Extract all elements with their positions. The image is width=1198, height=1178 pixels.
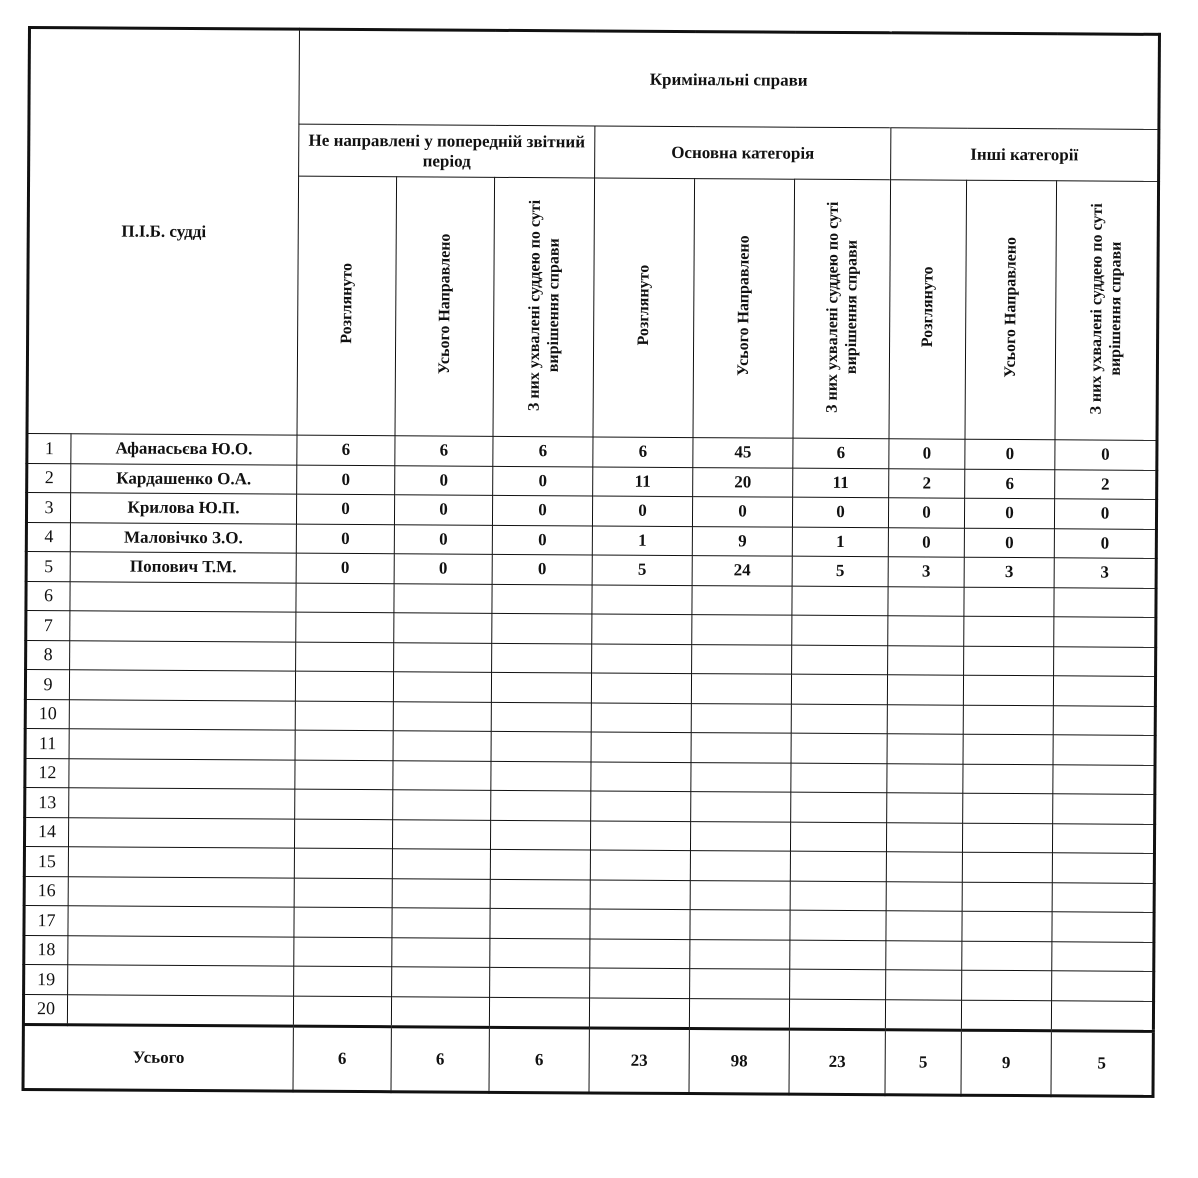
value-cell xyxy=(490,938,590,968)
value-cell xyxy=(886,881,962,911)
value-cell: 5 xyxy=(592,555,692,585)
value-cell xyxy=(962,970,1052,1000)
subcolumn-label: З них ухвалені суддею по суті вирішення справи xyxy=(525,198,563,411)
value-cell xyxy=(491,672,591,702)
subcolumn-header xyxy=(593,178,695,438)
criminal-cases-table xyxy=(21,26,1161,1098)
value-cell: 24 xyxy=(692,556,792,586)
judge-name xyxy=(67,994,293,1026)
value-cell xyxy=(691,674,791,704)
value-cell xyxy=(962,941,1052,971)
value-cell xyxy=(591,761,691,791)
value-cell xyxy=(963,764,1053,794)
value-cell xyxy=(963,793,1053,823)
value-cell: 0 xyxy=(493,466,593,496)
value-cell xyxy=(887,793,963,823)
value-cell xyxy=(961,1000,1051,1031)
value-cell xyxy=(591,673,691,703)
value-cell: 0 xyxy=(394,495,492,525)
judge-name: Кардашенко О.А. xyxy=(71,463,297,494)
judge-name: Маловічко З.О. xyxy=(70,522,296,553)
judge-name: Крилова Ю.П. xyxy=(70,493,296,524)
value-cell xyxy=(690,969,790,999)
value-cell xyxy=(589,997,689,1028)
value-cell: 0 xyxy=(296,524,394,554)
group-main-category: Основна категорія xyxy=(595,126,891,180)
value-cell: 1 xyxy=(592,525,692,555)
value-cell xyxy=(590,968,690,998)
subcolumn-header xyxy=(965,180,1057,440)
value-cell: 6 xyxy=(793,438,889,468)
value-cell xyxy=(789,999,885,1030)
judge-name xyxy=(69,729,295,760)
row-number: 12 xyxy=(25,758,69,788)
row-number: 2 xyxy=(27,463,71,493)
value-cell xyxy=(963,705,1053,735)
subcolumn-label: Усього Направлено xyxy=(734,235,753,377)
total-value: 6 xyxy=(489,1027,589,1093)
judge-name: Попович Т.М. xyxy=(70,552,296,583)
value-cell: 6 xyxy=(297,435,395,465)
subcolumn-label: Усього Направлено xyxy=(1001,237,1020,378)
row-number: 16 xyxy=(24,876,68,906)
subcolumn-header xyxy=(793,179,891,439)
value-cell xyxy=(294,907,392,937)
value-cell: 0 xyxy=(888,527,964,557)
value-cell: 0 xyxy=(296,494,394,524)
total-value: 98 xyxy=(689,1029,789,1095)
value-cell xyxy=(392,849,490,879)
value-cell xyxy=(294,937,392,967)
value-cell xyxy=(1053,705,1155,735)
value-cell xyxy=(391,996,489,1027)
judge-column-header: П.І.Б. судді xyxy=(27,28,299,436)
value-cell xyxy=(491,731,591,761)
value-cell xyxy=(962,911,1052,941)
value-cell: 3 xyxy=(888,557,964,587)
subcolumn-label: З них ухвалені суддею по суті вирішення справи xyxy=(1087,202,1125,414)
value-cell xyxy=(392,908,490,938)
value-cell xyxy=(1053,794,1155,824)
total-row xyxy=(23,1024,1153,1096)
value-cell: 0 xyxy=(964,498,1054,528)
value-cell xyxy=(962,852,1052,882)
value-cell xyxy=(392,878,490,908)
subcolumn-label: Розглянуто xyxy=(919,266,937,348)
value-cell: 0 xyxy=(297,465,395,495)
value-cell: 0 xyxy=(492,495,592,525)
value-cell xyxy=(295,701,393,731)
value-cell xyxy=(490,820,590,850)
value-cell xyxy=(1053,764,1155,794)
value-cell xyxy=(964,587,1054,617)
value-cell xyxy=(490,967,590,997)
value-cell xyxy=(295,789,393,819)
value-cell xyxy=(962,882,1052,912)
judge-name xyxy=(68,876,294,907)
value-cell xyxy=(691,762,791,792)
value-cell xyxy=(962,823,1052,853)
value-cell xyxy=(886,911,962,941)
value-cell: 2 xyxy=(889,468,965,498)
value-cell xyxy=(689,998,789,1029)
value-cell: 6 xyxy=(593,437,693,467)
value-cell xyxy=(1054,617,1156,647)
value-cell xyxy=(690,880,790,910)
row-number: 19 xyxy=(24,964,68,994)
value-cell xyxy=(296,583,394,613)
value-cell xyxy=(791,792,887,822)
value-cell: 11 xyxy=(593,466,693,496)
value-cell: 3 xyxy=(964,557,1054,587)
row-number: 13 xyxy=(25,787,69,817)
value-cell: 0 xyxy=(692,497,792,527)
value-cell xyxy=(591,732,691,762)
value-cell xyxy=(791,763,887,793)
value-cell xyxy=(590,938,690,968)
value-cell: 3 xyxy=(1054,558,1156,588)
row-number: 11 xyxy=(25,728,69,758)
value-cell xyxy=(294,966,392,996)
judge-name xyxy=(68,906,294,937)
value-cell xyxy=(491,790,591,820)
value-cell xyxy=(293,996,391,1027)
judge-name: Афанасьєва Ю.О. xyxy=(71,434,297,465)
value-cell xyxy=(963,675,1053,705)
subcolumn-label: Розглянуто xyxy=(635,264,653,346)
value-cell xyxy=(294,819,392,849)
value-cell: 0 xyxy=(296,553,394,583)
value-cell xyxy=(886,822,962,852)
value-cell: 5 xyxy=(792,556,888,586)
value-cell xyxy=(790,881,886,911)
value-cell xyxy=(690,939,790,969)
value-cell: 0 xyxy=(889,439,965,469)
judge-name xyxy=(69,699,295,730)
value-cell xyxy=(590,909,690,939)
row-number: 17 xyxy=(24,905,68,935)
row-number: 4 xyxy=(26,522,70,552)
value-cell xyxy=(295,730,393,760)
value-cell xyxy=(790,851,886,881)
value-cell xyxy=(1052,823,1154,853)
value-cell xyxy=(392,819,490,849)
value-cell: 6 xyxy=(965,469,1055,499)
value-cell: 0 xyxy=(964,528,1054,558)
row-number: 1 xyxy=(27,434,71,464)
value-cell: 9 xyxy=(692,526,792,556)
value-cell xyxy=(393,701,491,731)
judge-name xyxy=(70,581,296,612)
value-cell: 0 xyxy=(888,498,964,528)
value-cell xyxy=(1052,882,1154,912)
value-cell xyxy=(964,616,1054,646)
value-cell xyxy=(590,879,690,909)
value-cell xyxy=(964,646,1054,676)
row-number: 18 xyxy=(24,935,68,965)
value-cell xyxy=(592,614,692,644)
value-cell: 0 xyxy=(965,439,1055,469)
value-cell xyxy=(791,674,887,704)
value-cell xyxy=(790,910,886,940)
subcolumn-header xyxy=(493,177,595,437)
value-cell xyxy=(1053,735,1155,765)
value-cell xyxy=(296,642,394,672)
value-cell xyxy=(790,969,886,999)
value-cell xyxy=(394,583,492,613)
judge-name xyxy=(68,817,294,848)
subcolumn-label: Розглянуто xyxy=(338,263,356,344)
row-number: 10 xyxy=(25,699,69,729)
value-cell xyxy=(885,999,961,1030)
value-cell xyxy=(1054,646,1156,676)
judge-name xyxy=(68,965,294,996)
value-cell xyxy=(886,970,962,1000)
value-cell xyxy=(490,849,590,879)
value-cell xyxy=(592,643,692,673)
value-cell xyxy=(1052,971,1154,1001)
value-cell xyxy=(295,760,393,790)
row-number: 3 xyxy=(26,493,70,523)
total-value: 23 xyxy=(789,1029,885,1095)
judge-name xyxy=(68,935,294,966)
value-cell: 0 xyxy=(492,525,592,555)
value-cell xyxy=(791,733,887,763)
value-cell: 45 xyxy=(693,438,793,468)
value-cell xyxy=(393,760,491,790)
value-cell xyxy=(692,615,792,645)
value-cell xyxy=(690,821,790,851)
value-cell xyxy=(792,645,888,675)
value-cell: 20 xyxy=(693,467,793,497)
subcolumn-header xyxy=(889,180,967,439)
value-cell xyxy=(887,704,963,734)
value-cell xyxy=(591,702,691,732)
total-value: 6 xyxy=(293,1026,391,1092)
total-value: 5 xyxy=(1051,1031,1153,1097)
value-cell xyxy=(294,848,392,878)
value-cell xyxy=(490,908,590,938)
value-cell: 0 xyxy=(592,496,692,526)
judge-name xyxy=(69,670,295,701)
value-cell xyxy=(690,851,790,881)
value-cell xyxy=(791,704,887,734)
value-cell xyxy=(295,671,393,701)
value-cell xyxy=(489,997,589,1028)
value-cell: 0 xyxy=(792,497,888,527)
judge-name xyxy=(68,847,294,878)
value-cell: 6 xyxy=(493,436,593,466)
total-value: 6 xyxy=(391,1027,489,1093)
total-value: 9 xyxy=(961,1030,1051,1096)
value-cell xyxy=(888,616,964,646)
value-cell: 2 xyxy=(1055,469,1157,499)
row-number: 7 xyxy=(26,610,70,640)
value-cell xyxy=(592,584,692,614)
table-title: Кримінальні справи xyxy=(299,29,1160,129)
value-cell xyxy=(590,820,690,850)
value-cell xyxy=(691,792,791,822)
subcolumn-header xyxy=(1055,181,1159,441)
row-number: 5 xyxy=(26,551,70,581)
value-cell xyxy=(1051,1000,1153,1031)
value-cell xyxy=(490,879,590,909)
value-cell xyxy=(691,703,791,733)
value-cell xyxy=(393,790,491,820)
value-cell xyxy=(691,733,791,763)
value-cell xyxy=(392,937,490,967)
value-cell xyxy=(392,967,490,997)
value-cell: 0 xyxy=(1054,528,1156,558)
judge-name xyxy=(70,611,296,642)
value-cell: 0 xyxy=(492,554,592,584)
judge-name xyxy=(69,758,295,789)
row-number: 6 xyxy=(26,581,70,611)
value-cell xyxy=(491,702,591,732)
value-cell: 11 xyxy=(793,468,889,498)
judge-name xyxy=(69,788,295,819)
value-cell xyxy=(1053,676,1155,706)
value-cell xyxy=(790,940,886,970)
row-number: 14 xyxy=(24,817,68,847)
value-cell xyxy=(294,878,392,908)
value-cell xyxy=(888,586,964,616)
value-cell: 1 xyxy=(792,527,888,557)
report-table-container xyxy=(21,26,1157,1098)
value-cell xyxy=(887,675,963,705)
group-not-sent: Не направлені у попередній звітний період xyxy=(299,124,595,178)
value-cell: 6 xyxy=(395,436,493,466)
value-cell xyxy=(1052,912,1154,942)
row-number: 20 xyxy=(23,994,67,1025)
value-cell xyxy=(792,586,888,616)
value-cell xyxy=(394,613,492,643)
value-cell xyxy=(1052,853,1154,883)
value-cell xyxy=(887,734,963,764)
value-cell xyxy=(792,615,888,645)
total-label: Усього xyxy=(23,1024,293,1091)
value-cell xyxy=(888,645,964,675)
group-other-categories: Інші категорії xyxy=(891,128,1159,182)
subcolumn-header xyxy=(297,176,397,436)
value-cell: 0 xyxy=(394,554,492,584)
value-cell xyxy=(296,612,394,642)
value-cell: 0 xyxy=(1055,440,1157,470)
value-cell xyxy=(1052,941,1154,971)
value-cell xyxy=(692,585,792,615)
value-cell xyxy=(887,763,963,793)
row-number: 9 xyxy=(25,669,69,699)
value-cell xyxy=(790,822,886,852)
value-cell xyxy=(591,791,691,821)
value-cell xyxy=(393,731,491,761)
subcolumn-header xyxy=(693,179,795,439)
value-cell xyxy=(886,852,962,882)
value-cell xyxy=(590,850,690,880)
value-cell xyxy=(492,643,592,673)
value-cell xyxy=(394,642,492,672)
value-cell xyxy=(393,672,491,702)
value-cell: 0 xyxy=(395,465,493,495)
value-cell xyxy=(886,940,962,970)
value-cell xyxy=(492,584,592,614)
judge-name xyxy=(70,640,296,671)
value-cell: 0 xyxy=(394,524,492,554)
row-number: 8 xyxy=(26,640,70,670)
value-cell xyxy=(692,644,792,674)
value-cell xyxy=(1054,587,1156,617)
subcolumn-header xyxy=(395,177,495,437)
value-cell xyxy=(492,613,592,643)
value-cell xyxy=(491,761,591,791)
row-number: 15 xyxy=(24,846,68,876)
subcolumn-label: Усього Направлено xyxy=(435,233,454,375)
value-cell xyxy=(963,734,1053,764)
total-value: 23 xyxy=(589,1028,689,1094)
subcolumn-label: З них ухвалені суддею по суті вирішення справи xyxy=(823,200,861,413)
value-cell xyxy=(690,910,790,940)
total-value: 5 xyxy=(885,1030,961,1095)
value-cell: 0 xyxy=(1054,499,1156,529)
